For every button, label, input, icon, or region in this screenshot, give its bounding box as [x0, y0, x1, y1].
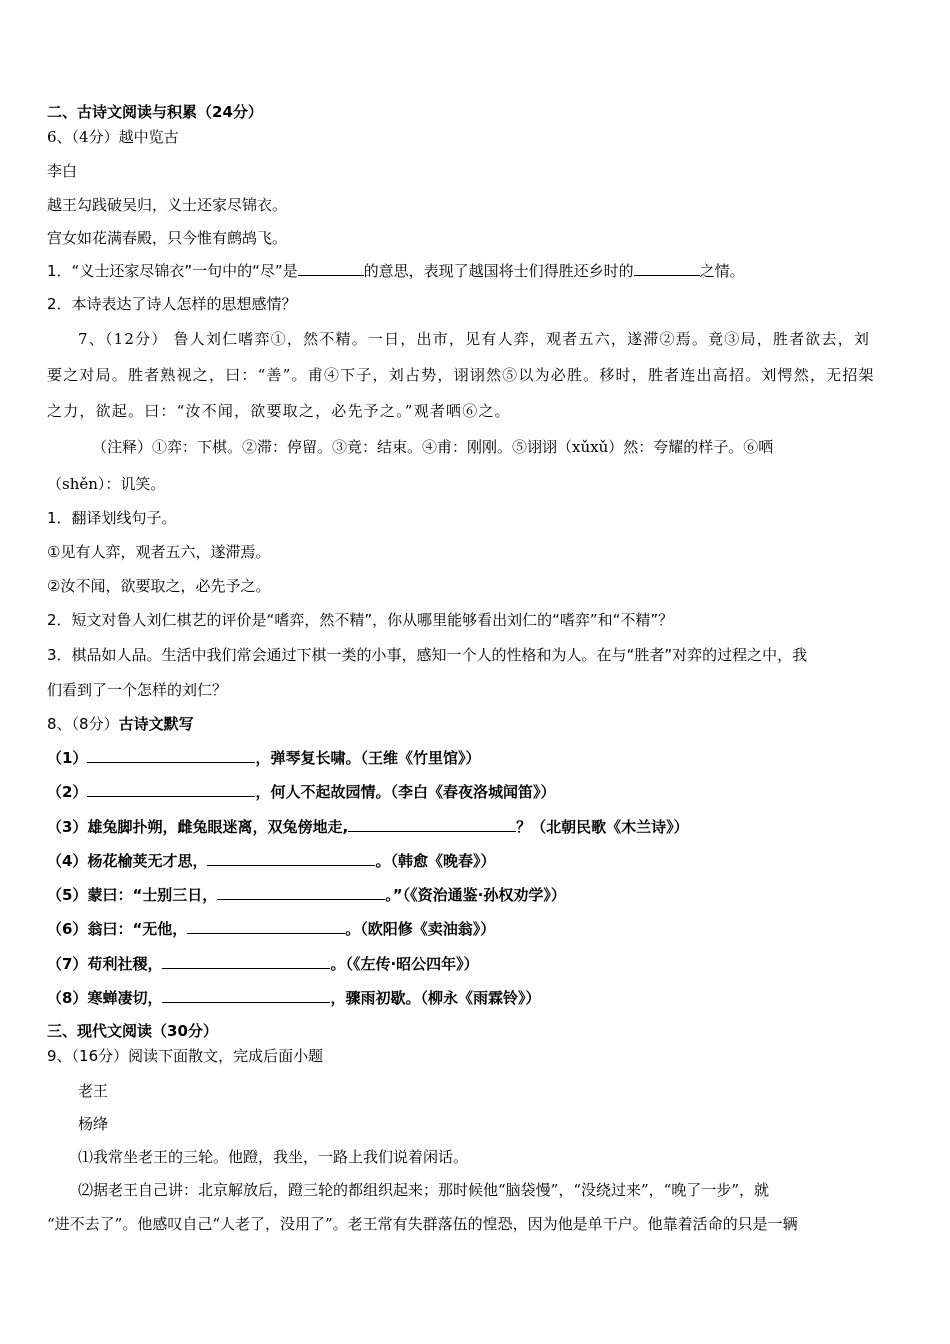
- q8-item-number: （5）: [47, 886, 88, 904]
- q8-item-text: 杨花榆荚无才思，: [87, 852, 208, 870]
- answer-blank[interactable]: [298, 261, 364, 276]
- answer-blank[interactable]: [162, 988, 330, 1003]
- q9-para2-line2: “进不去了”。他感叹自己“人老了，没用了”。老王常有失群落伍的惶恐，因为他是单干户。他靠着活命的只是一辆: [47, 1215, 798, 1233]
- q6-sub1: [47, 261, 745, 281]
- q8-item-text: 。（韩愈《晚春》）: [375, 852, 496, 870]
- q8-item-text: 翁曰：“无他，: [87, 920, 188, 938]
- q9-para1: ⑴我常坐老王的三轮。他蹬，我坐，一路上我们说着闲话。: [78, 1148, 469, 1166]
- q7-sub1: 1．翻译划线句子。: [47, 509, 177, 527]
- q8-item-text: 。”（《资治通鉴·孙权劝学》）: [385, 886, 566, 904]
- q8-item-text: 苟利社稷，: [87, 955, 163, 973]
- q7-passage-line3: 之力，欲起。曰：“汝不闻，欲要取之，必先予之。”观者哂⑥之。: [47, 402, 511, 420]
- q8-item-text: ？（北朝民歌《木兰诗》）: [516, 818, 689, 836]
- q6-sub1-part-c: 之情。: [699, 262, 745, 280]
- answer-blank[interactable]: [87, 782, 255, 797]
- q8-item: [47, 748, 480, 768]
- q8-header: [47, 714, 194, 734]
- q9-author: 杨绛: [78, 1115, 109, 1133]
- q8-item: [47, 885, 566, 905]
- q8-item-number: （7）: [47, 955, 88, 973]
- q8-item-number: （3）: [47, 818, 88, 836]
- q6-header: 6、（4分）越中览古: [47, 128, 179, 146]
- section3-heading: 三、现代文阅读（30分）: [47, 1022, 218, 1040]
- q8-item: [47, 954, 479, 974]
- q8-item-number: （8）: [47, 989, 88, 1007]
- answer-blank[interactable]: [187, 919, 345, 934]
- q6-author: 李白: [47, 162, 78, 180]
- answer-blank[interactable]: [348, 817, 516, 832]
- q9-para2-line1: ⑵据老王自己讲：北京解放后，蹬三轮的都组织起来；那时候他“脑袋慢”，“没绕过来”，“晚了一步”，就: [78, 1181, 770, 1199]
- q7-sub3-line2: 们看到了一个怎样的刘仁？: [47, 681, 228, 699]
- q8-item-number: （1）: [47, 749, 88, 767]
- q8-item-text: ，弹琴复长啸。（王维《竹里馆》）: [255, 749, 481, 767]
- q9-header: 9、（16分）阅读下面散文，完成后面小题: [47, 1047, 324, 1065]
- q6-poem-line1: 越王勾践破吴归，义士还家尽锦衣。: [47, 196, 288, 214]
- q8-header-prefix: 8、（8分）: [47, 715, 119, 733]
- q8-item-text: ，骤雨初歇。（柳永《雨霖铃》）: [330, 989, 541, 1007]
- q7-passage-line2: 要之对局。胜者熟视之，曰：“善”。甫④下子，刘占势，诩诩然⑤以为必胜。移时，胜者连出高招。刘愕然，无招架: [47, 366, 875, 384]
- q6-sub2: 2．本诗表达了诗人怎样的思想感情？: [47, 295, 297, 313]
- q8-item: [47, 817, 689, 837]
- q7-passage-line1: 7、（12分） 鲁人刘仁嗜弈①，然不精。一日，出市，见有人弈，观者五六，遂滞②焉。竟③局，胜者欲去，刘: [78, 330, 871, 348]
- section2-heading: 二、古诗文阅读与积累（24分）: [47, 103, 263, 121]
- q8-item-number: （4）: [47, 852, 88, 870]
- q8-item-text: ，何人不起故园情。（李白《春夜洛城闻笛》）: [255, 783, 556, 801]
- q9-title: 老王: [78, 1082, 109, 1100]
- q8-item: [47, 851, 495, 871]
- q8-item-number: （6）: [47, 920, 88, 938]
- answer-blank[interactable]: [207, 851, 375, 866]
- q8-item-text: 雄兔脚扑朔，雌兔眼迷离，双兔傍地走,: [87, 818, 349, 836]
- answer-blank[interactable]: [217, 885, 385, 900]
- q8-item: [47, 782, 555, 802]
- q8-item: [47, 919, 495, 939]
- q8-header-title: 古诗文默写: [118, 715, 194, 733]
- q8-item-text: 寒蝉凄切，: [87, 989, 163, 1007]
- q7-note-line2: （shěn）：讥笑。: [47, 475, 166, 493]
- q6-sub1-part-b: 的意思，表现了越国将士们得胜还乡时的: [363, 262, 634, 280]
- q7-sub1-item2: ②汝不闻，欲要取之，必先予之。: [47, 577, 271, 595]
- answer-blank[interactable]: [87, 748, 255, 763]
- q6-sub1-part-a: 1．“义士还家尽锦衣”一句中的“尽”是: [47, 262, 298, 280]
- q8-item-text: 。（《左传·昭公四年》）: [330, 955, 479, 973]
- answer-blank[interactable]: [634, 261, 700, 276]
- q7-sub1-item1: ①见有人弈，观者五六，遂滞焉。: [47, 543, 271, 561]
- q8-item-text: 蒙曰：“士别三日，: [87, 886, 218, 904]
- q6-poem-line2: 宫女如花满春殿，只今惟有鹧鸪飞。: [47, 229, 288, 247]
- q7-sub2: 2．短文对鲁人刘仁棋艺的评价是“嗜弈，然不精”，你从哪里能够看出刘仁的“嗜弈”和“不精”？: [47, 611, 674, 629]
- q8-item: [47, 988, 540, 1008]
- q8-item-number: （2）: [47, 783, 88, 801]
- q7-note-line1: （注释）①弈：下棋。②滞：停留。③竟：结束。④甫：刚刚。⑤诩诩（xǔxǔ）然：夸耀的样子。⑥哂: [92, 438, 774, 456]
- answer-blank[interactable]: [162, 954, 330, 969]
- q8-item-text: 。（欧阳修《卖油翁》）: [345, 920, 496, 938]
- q7-sub3-line1: 3．棋品如人品。生活中我们常会通过下棋一类的小事，感知一个人的性格和为人。在与“胜者”对弈的过程之中，我: [47, 646, 808, 664]
